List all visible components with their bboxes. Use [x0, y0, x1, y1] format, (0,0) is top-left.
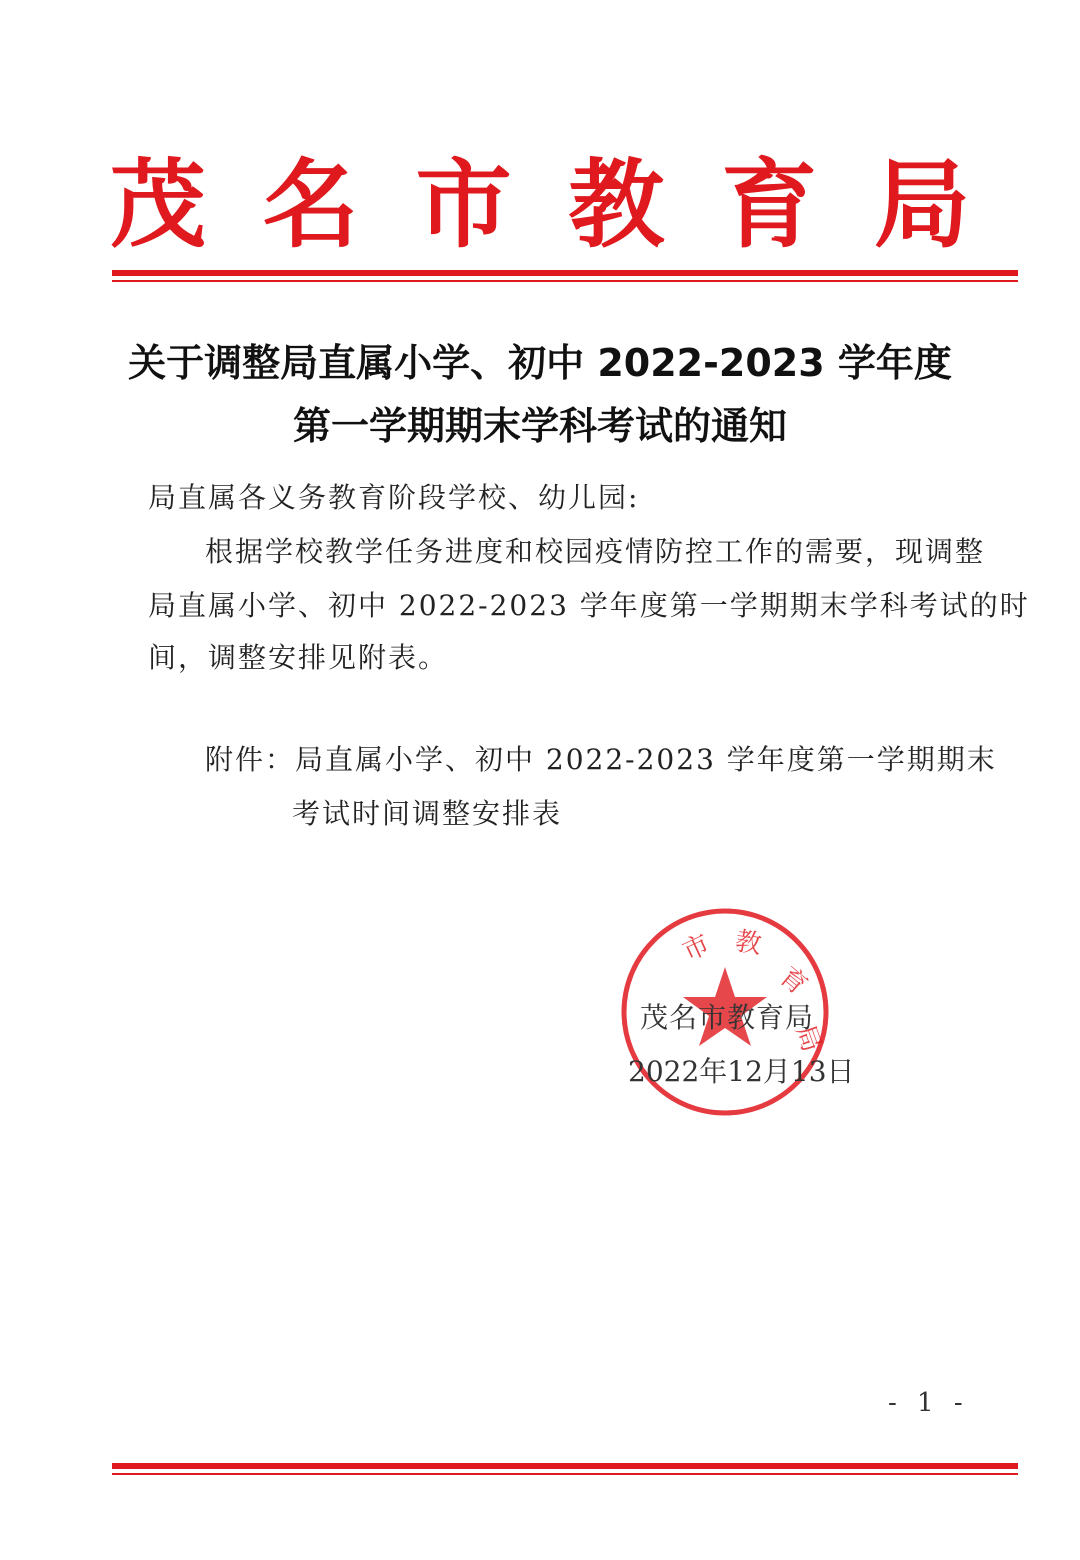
body-paragraph-line-1: 根据学校教学任务进度和校园疫情防控工作的需要，现调整 [205, 535, 986, 568]
header-char-3: 市 [415, 148, 512, 261]
seal-char-4: 局 [789, 1021, 827, 1056]
body-paragraph-line-2: 局直属小学、初中 2022-2023 学年度第一学期期末学科考试的时 [148, 589, 1030, 622]
seal-char-1: 市 [678, 929, 715, 968]
header-char-4: 教 [568, 148, 665, 261]
header-char-5: 育 [721, 148, 818, 261]
header-divider [112, 270, 1018, 282]
footer-divider-thin [112, 1473, 1018, 1475]
header-divider-thick [112, 270, 1018, 276]
signature-date: 2022年12月13日 [628, 1055, 855, 1088]
issuing-authority-header [110, 150, 970, 260]
signature-organization: 茂名市教育局 [640, 1001, 815, 1034]
footer-divider-thick [112, 1463, 1018, 1469]
attachment-line-1: 附件：局直属小学、初中 2022-2023 学年度第一学期期末 [205, 743, 997, 776]
footer-divider [112, 1463, 1018, 1475]
seal-char-2: 教 [732, 926, 764, 961]
header-char-6: 局 [873, 148, 970, 261]
header-divider-thin [112, 280, 1018, 282]
header-char-1: 茂 [110, 148, 206, 261]
addressee: 局直属各义务教育阶段学校、幼儿园: [148, 481, 640, 514]
header-char-2: 名 [262, 148, 359, 261]
page-number: - 1 - [888, 1388, 969, 1418]
body-paragraph-line-3: 间，调整安排见附表。 [148, 641, 449, 674]
document-title-line-2: 第一学期期末学科考试的通知 [292, 404, 787, 448]
document-title-line-1: 关于调整局直属小学、初中 2022-2023 学年度 [128, 341, 952, 385]
seal-char-3: 育 [773, 961, 813, 1002]
attachment-line-2: 考试时间调整安排表 [292, 797, 563, 830]
